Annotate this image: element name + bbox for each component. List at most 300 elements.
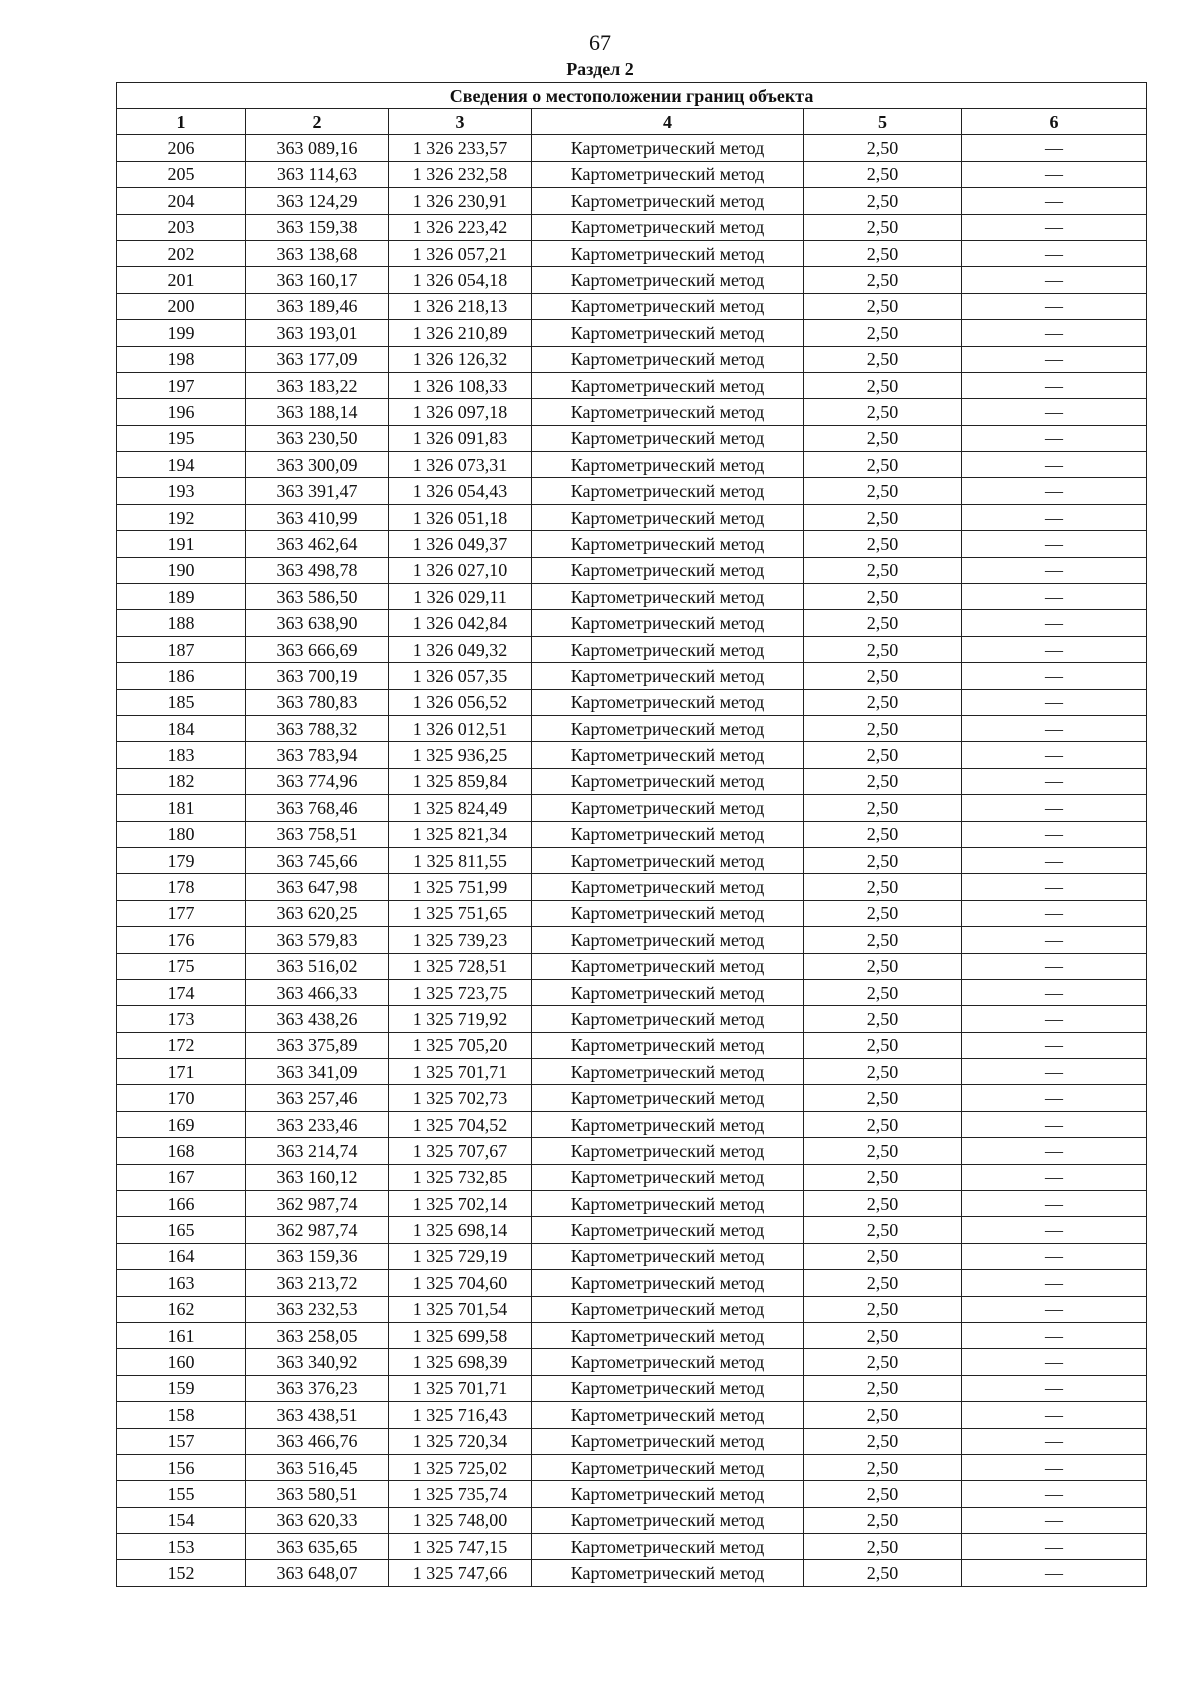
cell-method: Картометрический метод xyxy=(532,663,804,689)
cell-coord-y: 1 325 739,23 xyxy=(389,927,532,953)
cell-coord-x: 363 391,47 xyxy=(246,478,389,504)
table-row xyxy=(117,1428,1147,1454)
cell-accuracy: 2,50 xyxy=(804,1032,962,1058)
cell-method: Картометрический метод xyxy=(532,1560,804,1586)
cell-method: Картометрический метод xyxy=(532,900,804,926)
cell-coord-y: 1 326 051,18 xyxy=(389,504,532,530)
table-row xyxy=(117,372,1147,398)
cell-coord-y: 1 326 097,18 xyxy=(389,399,532,425)
column-number: 4 xyxy=(532,109,804,135)
table-row xyxy=(117,1402,1147,1428)
cell-accuracy: 2,50 xyxy=(804,452,962,478)
cell-coord-y: 1 325 704,60 xyxy=(389,1270,532,1296)
cell-method: Картометрический метод xyxy=(532,1428,804,1454)
table-row xyxy=(117,1032,1147,1058)
cell-description: — xyxy=(962,1138,1147,1164)
cell-point-number: 188 xyxy=(117,610,246,636)
cell-coord-y: 1 326 054,18 xyxy=(389,267,532,293)
cell-accuracy: 2,50 xyxy=(804,399,962,425)
cell-method: Картометрический метод xyxy=(532,1349,804,1375)
column-number: 3 xyxy=(389,109,532,135)
cell-coord-x: 363 774,96 xyxy=(246,768,389,794)
cell-point-number: 183 xyxy=(117,742,246,768)
cell-point-number: 157 xyxy=(117,1428,246,1454)
cell-coord-x: 363 233,46 xyxy=(246,1111,389,1137)
table-row xyxy=(117,425,1147,451)
cell-point-number: 203 xyxy=(117,214,246,240)
cell-point-number: 185 xyxy=(117,689,246,715)
cell-coord-y: 1 325 728,51 xyxy=(389,953,532,979)
cell-method: Картометрический метод xyxy=(532,1217,804,1243)
cell-coord-y: 1 326 049,32 xyxy=(389,636,532,662)
cell-method: Картометрический метод xyxy=(532,1375,804,1401)
cell-point-number: 163 xyxy=(117,1270,246,1296)
cell-method: Картометрический метод xyxy=(532,847,804,873)
cell-point-number: 186 xyxy=(117,663,246,689)
cell-coord-x: 363 788,32 xyxy=(246,715,389,741)
table-row xyxy=(117,1243,1147,1269)
cell-method: Картометрический метод xyxy=(532,689,804,715)
cell-accuracy: 2,50 xyxy=(804,320,962,346)
cell-coord-y: 1 326 223,42 xyxy=(389,214,532,240)
cell-description: — xyxy=(962,847,1147,873)
cell-description: — xyxy=(962,1243,1147,1269)
cell-point-number: 205 xyxy=(117,161,246,187)
cell-accuracy: 2,50 xyxy=(804,267,962,293)
cell-description: — xyxy=(962,240,1147,266)
cell-coord-y: 1 326 232,58 xyxy=(389,161,532,187)
table-row xyxy=(117,293,1147,319)
cell-accuracy: 2,50 xyxy=(804,1191,962,1217)
cell-point-number: 152 xyxy=(117,1560,246,1586)
cell-description: — xyxy=(962,1191,1147,1217)
cell-coord-y: 1 325 811,55 xyxy=(389,847,532,873)
cell-coord-x: 363 620,25 xyxy=(246,900,389,926)
cell-method: Картометрический метод xyxy=(532,399,804,425)
table-row xyxy=(117,161,1147,187)
cell-accuracy: 2,50 xyxy=(804,900,962,926)
cell-coord-x: 363 768,46 xyxy=(246,795,389,821)
cell-coord-y: 1 326 091,83 xyxy=(389,425,532,451)
cell-coord-y: 1 326 073,31 xyxy=(389,452,532,478)
column-number: 2 xyxy=(246,109,389,135)
cell-accuracy: 2,50 xyxy=(804,188,962,214)
table-row xyxy=(117,847,1147,873)
table-row xyxy=(117,1349,1147,1375)
cell-description: — xyxy=(962,1006,1147,1032)
cell-point-number: 160 xyxy=(117,1349,246,1375)
cell-point-number: 194 xyxy=(117,452,246,478)
cell-accuracy: 2,50 xyxy=(804,531,962,557)
cell-method: Картометрический метод xyxy=(532,1402,804,1428)
table-row xyxy=(117,1560,1147,1586)
cell-coord-y: 1 325 705,20 xyxy=(389,1032,532,1058)
table-row xyxy=(117,346,1147,372)
cell-coord-x: 363 193,01 xyxy=(246,320,389,346)
cell-coord-y: 1 325 699,58 xyxy=(389,1322,532,1348)
table-row xyxy=(117,874,1147,900)
cell-accuracy: 2,50 xyxy=(804,214,962,240)
cell-coord-y: 1 326 049,37 xyxy=(389,531,532,557)
cell-point-number: 200 xyxy=(117,293,246,319)
cell-coord-y: 1 325 719,92 xyxy=(389,1006,532,1032)
cell-description: — xyxy=(962,1111,1147,1137)
cell-coord-y: 1 325 751,99 xyxy=(389,874,532,900)
cell-coord-y: 1 325 859,84 xyxy=(389,768,532,794)
cell-point-number: 166 xyxy=(117,1191,246,1217)
cell-point-number: 184 xyxy=(117,715,246,741)
cell-description: — xyxy=(962,768,1147,794)
cell-accuracy: 2,50 xyxy=(804,742,962,768)
table-row xyxy=(117,979,1147,1005)
cell-description: — xyxy=(962,1402,1147,1428)
table-row xyxy=(117,953,1147,979)
cell-accuracy: 2,50 xyxy=(804,689,962,715)
cell-accuracy: 2,50 xyxy=(804,1454,962,1480)
cell-accuracy: 2,50 xyxy=(804,979,962,1005)
cell-coord-x: 363 376,23 xyxy=(246,1375,389,1401)
cell-description: — xyxy=(962,557,1147,583)
cell-description: — xyxy=(962,874,1147,900)
cell-point-number: 192 xyxy=(117,504,246,530)
table-row xyxy=(117,1059,1147,1085)
cell-accuracy: 2,50 xyxy=(804,1375,962,1401)
table-row xyxy=(117,504,1147,530)
cell-method: Картометрический метод xyxy=(532,874,804,900)
cell-point-number: 154 xyxy=(117,1507,246,1533)
cell-coord-x: 363 758,51 xyxy=(246,821,389,847)
cell-point-number: 193 xyxy=(117,478,246,504)
cell-description: — xyxy=(962,663,1147,689)
cell-coord-y: 1 325 704,52 xyxy=(389,1111,532,1137)
cell-accuracy: 2,50 xyxy=(804,663,962,689)
cell-accuracy: 2,50 xyxy=(804,1322,962,1348)
table-row xyxy=(117,1111,1147,1137)
cell-description: — xyxy=(962,610,1147,636)
cell-coord-y: 1 325 698,39 xyxy=(389,1349,532,1375)
cell-coord-x: 363 124,29 xyxy=(246,188,389,214)
cell-description: — xyxy=(962,1059,1147,1085)
cell-point-number: 190 xyxy=(117,557,246,583)
cell-description: — xyxy=(962,1481,1147,1507)
cell-coord-x: 363 258,05 xyxy=(246,1322,389,1348)
cell-coord-y: 1 325 720,34 xyxy=(389,1428,532,1454)
table-row xyxy=(117,1507,1147,1533)
cell-accuracy: 2,50 xyxy=(804,1059,962,1085)
cell-method: Картометрический метод xyxy=(532,1138,804,1164)
table-row xyxy=(117,399,1147,425)
cell-accuracy: 2,50 xyxy=(804,346,962,372)
cell-method: Картометрический метод xyxy=(532,821,804,847)
cell-coord-x: 363 700,19 xyxy=(246,663,389,689)
cell-method: Картометрический метод xyxy=(532,1270,804,1296)
cell-coord-x: 363 159,38 xyxy=(246,214,389,240)
cell-coord-y: 1 325 751,65 xyxy=(389,900,532,926)
cell-point-number: 187 xyxy=(117,636,246,662)
cell-coord-y: 1 326 210,89 xyxy=(389,320,532,346)
cell-accuracy: 2,50 xyxy=(804,1507,962,1533)
cell-coord-x: 363 466,33 xyxy=(246,979,389,1005)
cell-method: Картометрический метод xyxy=(532,610,804,636)
cell-method: Картометрический метод xyxy=(532,531,804,557)
cell-coord-x: 363 159,36 xyxy=(246,1243,389,1269)
cell-coord-y: 1 326 230,91 xyxy=(389,188,532,214)
table-row xyxy=(117,478,1147,504)
cell-accuracy: 2,50 xyxy=(804,1006,962,1032)
cell-coord-y: 1 325 729,19 xyxy=(389,1243,532,1269)
cell-coord-y: 1 326 027,10 xyxy=(389,557,532,583)
cell-accuracy: 2,50 xyxy=(804,795,962,821)
cell-description: — xyxy=(962,742,1147,768)
cell-point-number: 165 xyxy=(117,1217,246,1243)
cell-coord-y: 1 325 748,00 xyxy=(389,1507,532,1533)
cell-coord-x: 363 635,65 xyxy=(246,1534,389,1560)
cell-description: — xyxy=(962,1534,1147,1560)
cell-description: — xyxy=(962,1270,1147,1296)
cell-coord-x: 363 375,89 xyxy=(246,1032,389,1058)
cell-point-number: 181 xyxy=(117,795,246,821)
table-row xyxy=(117,584,1147,610)
cell-accuracy: 2,50 xyxy=(804,1164,962,1190)
table-row xyxy=(117,795,1147,821)
table-body xyxy=(117,135,1147,1586)
cell-point-number: 170 xyxy=(117,1085,246,1111)
cell-coord-y: 1 325 747,15 xyxy=(389,1534,532,1560)
cell-coord-x: 362 987,74 xyxy=(246,1191,389,1217)
cell-coord-x: 363 666,69 xyxy=(246,636,389,662)
cell-point-number: 173 xyxy=(117,1006,246,1032)
cell-description: — xyxy=(962,425,1147,451)
cell-point-number: 158 xyxy=(117,1402,246,1428)
cell-method: Картометрический метод xyxy=(532,240,804,266)
cell-method: Картометрический метод xyxy=(532,478,804,504)
cell-accuracy: 2,50 xyxy=(804,610,962,636)
cell-coord-x: 363 580,51 xyxy=(246,1481,389,1507)
table-row xyxy=(117,663,1147,689)
table-row xyxy=(117,1217,1147,1243)
section-title: Раздел 2 xyxy=(566,59,634,79)
cell-description: — xyxy=(962,531,1147,557)
cell-point-number: 164 xyxy=(117,1243,246,1269)
cell-method: Картометрический метод xyxy=(532,1454,804,1480)
cell-coord-x: 363 648,07 xyxy=(246,1560,389,1586)
cell-coord-y: 1 326 218,13 xyxy=(389,293,532,319)
cell-coord-x: 363 410,99 xyxy=(246,504,389,530)
cell-accuracy: 2,50 xyxy=(804,425,962,451)
cell-point-number: 153 xyxy=(117,1534,246,1560)
cell-coord-x: 363 341,09 xyxy=(246,1059,389,1085)
cell-description: — xyxy=(962,715,1147,741)
cell-description: — xyxy=(962,1560,1147,1586)
cell-coord-y: 1 326 057,21 xyxy=(389,240,532,266)
cell-coord-x: 363 783,94 xyxy=(246,742,389,768)
cell-description: — xyxy=(962,372,1147,398)
cell-coord-x: 363 213,72 xyxy=(246,1270,389,1296)
cell-point-number: 179 xyxy=(117,847,246,873)
cell-accuracy: 2,50 xyxy=(804,927,962,953)
cell-coord-y: 1 325 747,66 xyxy=(389,1560,532,1586)
table-row xyxy=(117,1191,1147,1217)
table-row xyxy=(117,715,1147,741)
cell-description: — xyxy=(962,1085,1147,1111)
cell-description: — xyxy=(962,504,1147,530)
cell-method: Картометрический метод xyxy=(532,1006,804,1032)
cell-coord-y: 1 326 054,43 xyxy=(389,478,532,504)
cell-description: — xyxy=(962,346,1147,372)
cell-coord-y: 1 325 701,54 xyxy=(389,1296,532,1322)
cell-description: — xyxy=(962,1454,1147,1480)
cell-point-number: 195 xyxy=(117,425,246,451)
cell-description: — xyxy=(962,293,1147,319)
column-number: 6 xyxy=(962,109,1147,135)
cell-coord-y: 1 325 735,74 xyxy=(389,1481,532,1507)
page-number: 67 xyxy=(589,30,611,55)
cell-point-number: 168 xyxy=(117,1138,246,1164)
cell-accuracy: 2,50 xyxy=(804,1270,962,1296)
cell-coord-y: 1 325 725,02 xyxy=(389,1454,532,1480)
cell-coord-x: 363 177,09 xyxy=(246,346,389,372)
cell-accuracy: 2,50 xyxy=(804,1534,962,1560)
boundary-table xyxy=(116,82,1147,1587)
cell-description: — xyxy=(962,927,1147,953)
table-row xyxy=(117,1375,1147,1401)
cell-accuracy: 2,50 xyxy=(804,715,962,741)
table-row xyxy=(117,1454,1147,1480)
cell-accuracy: 2,50 xyxy=(804,584,962,610)
cell-coord-x: 363 138,68 xyxy=(246,240,389,266)
cell-coord-x: 363 188,14 xyxy=(246,399,389,425)
table-row xyxy=(117,320,1147,346)
cell-coord-y: 1 325 732,85 xyxy=(389,1164,532,1190)
cell-coord-y: 1 325 702,73 xyxy=(389,1085,532,1111)
cell-method: Картометрический метод xyxy=(532,636,804,662)
cell-method: Картометрический метод xyxy=(532,1059,804,1085)
cell-accuracy: 2,50 xyxy=(804,1217,962,1243)
cell-coord-y: 1 325 707,67 xyxy=(389,1138,532,1164)
cell-accuracy: 2,50 xyxy=(804,953,962,979)
cell-accuracy: 2,50 xyxy=(804,1349,962,1375)
cell-point-number: 177 xyxy=(117,900,246,926)
table-row xyxy=(117,900,1147,926)
cell-coord-y: 1 326 126,32 xyxy=(389,346,532,372)
cell-coord-y: 1 325 701,71 xyxy=(389,1059,532,1085)
cell-point-number: 167 xyxy=(117,1164,246,1190)
cell-description: — xyxy=(962,1296,1147,1322)
cell-coord-y: 1 325 698,14 xyxy=(389,1217,532,1243)
cell-description: — xyxy=(962,399,1147,425)
table-row xyxy=(117,742,1147,768)
cell-coord-y: 1 325 821,34 xyxy=(389,821,532,847)
cell-accuracy: 2,50 xyxy=(804,1481,962,1507)
cell-description: — xyxy=(962,1217,1147,1243)
cell-method: Картометрический метод xyxy=(532,1164,804,1190)
table-row xyxy=(117,1164,1147,1190)
cell-coord-x: 363 438,26 xyxy=(246,1006,389,1032)
cell-coord-y: 1 325 702,14 xyxy=(389,1191,532,1217)
cell-method: Картометрический метод xyxy=(532,188,804,214)
cell-coord-x: 362 987,74 xyxy=(246,1217,389,1243)
cell-method: Картометрический метод xyxy=(532,1243,804,1269)
cell-coord-y: 1 326 057,35 xyxy=(389,663,532,689)
cell-accuracy: 2,50 xyxy=(804,1402,962,1428)
cell-method: Картометрический метод xyxy=(532,293,804,319)
column-number: 1 xyxy=(117,109,246,135)
cell-method: Картометрический метод xyxy=(532,1481,804,1507)
cell-coord-x: 363 579,83 xyxy=(246,927,389,953)
cell-point-number: 197 xyxy=(117,372,246,398)
cell-accuracy: 2,50 xyxy=(804,557,962,583)
cell-method: Картометрический метод xyxy=(532,795,804,821)
cell-method: Картометрический метод xyxy=(532,425,804,451)
cell-description: — xyxy=(962,452,1147,478)
table-caption: Сведения о местоположении границ объекта xyxy=(117,83,1147,109)
cell-description: — xyxy=(962,689,1147,715)
cell-point-number: 202 xyxy=(117,240,246,266)
cell-point-number: 175 xyxy=(117,953,246,979)
cell-accuracy: 2,50 xyxy=(804,847,962,873)
cell-method: Картометрический метод xyxy=(532,953,804,979)
cell-description: — xyxy=(962,214,1147,240)
cell-method: Картометрический метод xyxy=(532,214,804,240)
cell-accuracy: 2,50 xyxy=(804,1296,962,1322)
cell-point-number: 198 xyxy=(117,346,246,372)
cell-coord-x: 363 230,50 xyxy=(246,425,389,451)
cell-coord-x: 363 114,63 xyxy=(246,161,389,187)
cell-coord-x: 363 214,74 xyxy=(246,1138,389,1164)
cell-description: — xyxy=(962,1032,1147,1058)
cell-coord-y: 1 325 716,43 xyxy=(389,1402,532,1428)
cell-description: — xyxy=(962,795,1147,821)
table-row xyxy=(117,240,1147,266)
table-row xyxy=(117,636,1147,662)
cell-method: Картометрический метод xyxy=(532,927,804,953)
cell-method: Картометрический метод xyxy=(532,1085,804,1111)
cell-accuracy: 2,50 xyxy=(804,874,962,900)
cell-description: — xyxy=(962,1164,1147,1190)
cell-accuracy: 2,50 xyxy=(804,293,962,319)
cell-coord-y: 1 325 701,71 xyxy=(389,1375,532,1401)
cell-coord-x: 363 160,17 xyxy=(246,267,389,293)
cell-method: Картометрический метод xyxy=(532,1296,804,1322)
cell-coord-x: 363 089,16 xyxy=(246,135,389,161)
cell-description: — xyxy=(962,1349,1147,1375)
cell-method: Картометрический метод xyxy=(532,161,804,187)
cell-coord-x: 363 516,02 xyxy=(246,953,389,979)
cell-description: — xyxy=(962,188,1147,214)
cell-coord-y: 1 326 233,57 xyxy=(389,135,532,161)
cell-method: Картометрический метод xyxy=(532,267,804,293)
cell-description: — xyxy=(962,1507,1147,1533)
cell-coord-x: 363 620,33 xyxy=(246,1507,389,1533)
cell-coord-x: 363 638,90 xyxy=(246,610,389,636)
table-row xyxy=(117,1270,1147,1296)
cell-description: — xyxy=(962,267,1147,293)
table-row xyxy=(117,452,1147,478)
cell-point-number: 174 xyxy=(117,979,246,1005)
cell-accuracy: 2,50 xyxy=(804,135,962,161)
table-row xyxy=(117,1534,1147,1560)
cell-point-number: 156 xyxy=(117,1454,246,1480)
cell-coord-y: 1 326 042,84 xyxy=(389,610,532,636)
cell-description: — xyxy=(962,135,1147,161)
cell-method: Картометрический метод xyxy=(532,1322,804,1348)
table-row xyxy=(117,1006,1147,1032)
cell-description: — xyxy=(962,1322,1147,1348)
cell-point-number: 201 xyxy=(117,267,246,293)
cell-point-number: 204 xyxy=(117,188,246,214)
cell-point-number: 155 xyxy=(117,1481,246,1507)
cell-coord-x: 363 183,22 xyxy=(246,372,389,398)
